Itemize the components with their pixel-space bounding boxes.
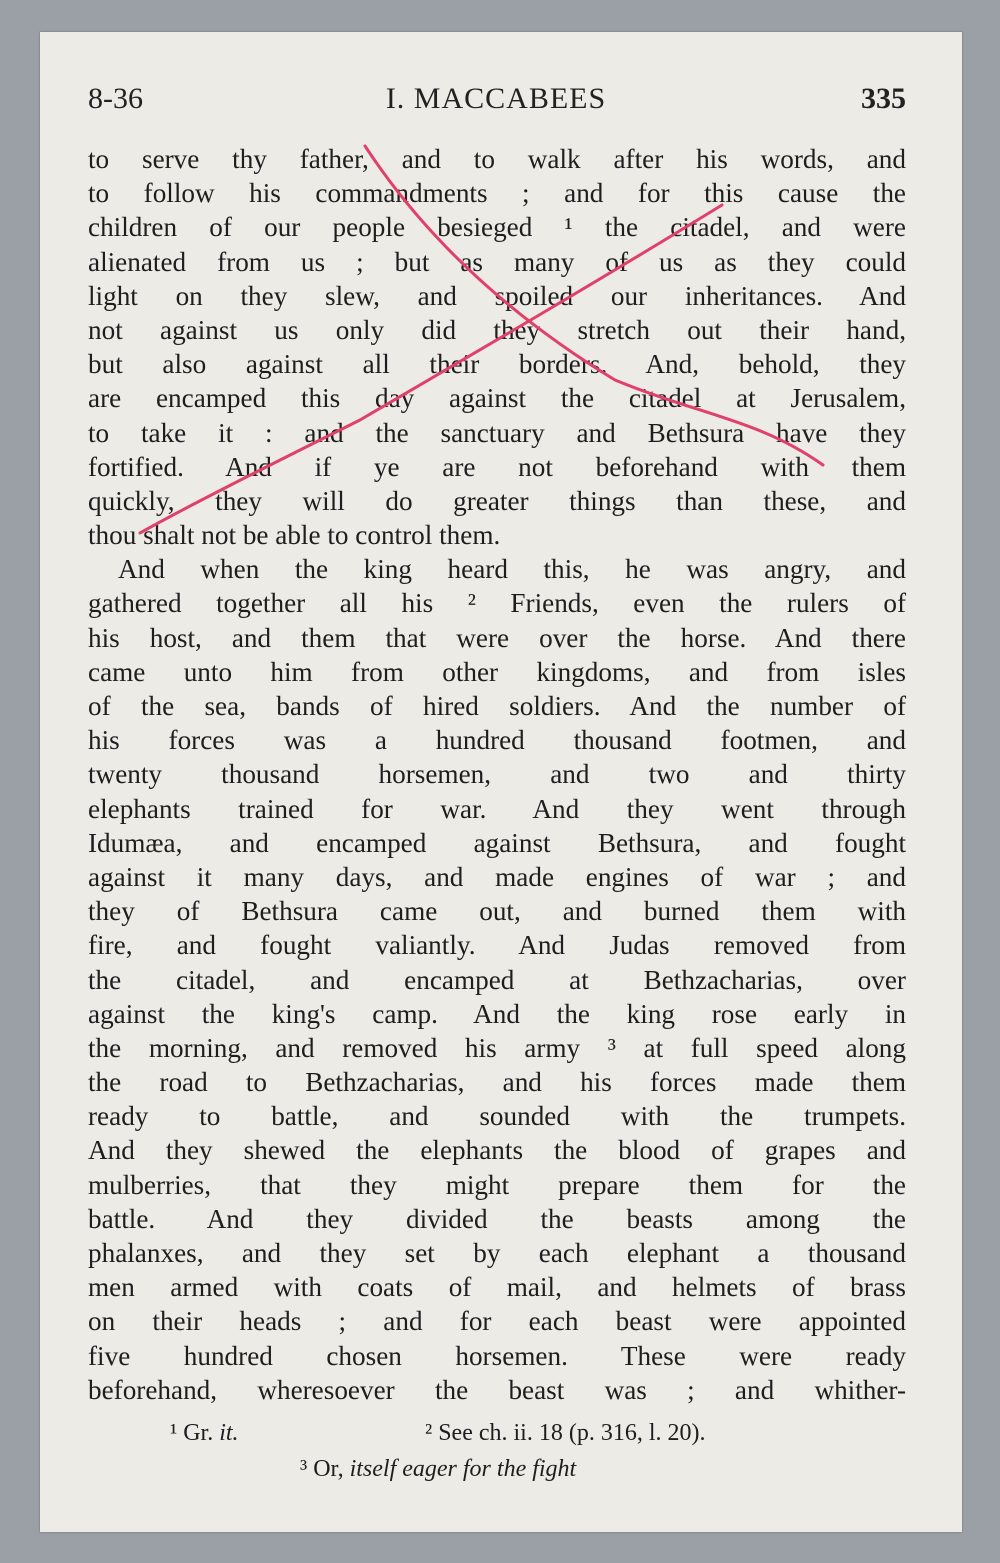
verse-range: 8-36 — [88, 82, 143, 115]
text-line: gathered together all his ² Friends, even the rulers of — [88, 588, 906, 619]
text-line: children of our people besieged ¹ the citadel, and were — [88, 212, 906, 243]
text-line: phalanxes, and they set by each elephant a thousand — [88, 1238, 906, 1268]
footnote-marker: ¹ — [170, 1420, 178, 1446]
text-line: of the sea, bands of hired soldiers. And the number of — [88, 691, 906, 721]
footnote-text: Or, — [313, 1456, 344, 1482]
text-line: thou shalt not be able to control them. — [88, 520, 501, 551]
text-line: his forces was a hundred thousand footmen, and — [88, 725, 906, 756]
footnote-text: Gr. — [183, 1420, 214, 1446]
footnote-marker: ² — [425, 1420, 433, 1446]
text-line: ready to battle, and sounded with the trumpets. — [88, 1101, 906, 1132]
text-line: not against us only did they stretch out their hand, — [88, 314, 906, 345]
book-title: I. MACCABEES — [385, 82, 607, 115]
text-line: Idumæa, and encamped against Bethsura, and fought — [88, 827, 906, 858]
text-line: men armed with coats of mail, and helmets of brass — [88, 1272, 906, 1303]
text-line: fire, and fought valiantly. And Judas removed from — [88, 930, 906, 961]
footnote-1 — [170, 1420, 239, 1447]
page-header — [86, 82, 906, 122]
text-line: but also against all their borders. And, behold, they — [88, 349, 906, 380]
text-line: on their heads ; and for each beast were appointed — [88, 1306, 906, 1337]
text-line: to serve thy father, and to walk after his words, and — [88, 144, 906, 174]
text-line: the morning, and removed his army ³ at full speed along — [88, 1032, 906, 1063]
text-line: battle. And they divided the beasts among the — [88, 1203, 906, 1234]
footnote-italic: itself eager for the fight — [349, 1456, 577, 1482]
text-line: five hundred chosen horsemen. These were ready — [88, 1340, 906, 1371]
text-line: twenty thousand horsemen, and two and thirty — [88, 759, 906, 790]
text-line: they of Bethsura came out, and burned them with — [88, 896, 906, 927]
text-line: to follow his commandments ; and for this cause the — [88, 178, 906, 209]
text-line: And they shewed the elephants the blood of grapes and — [88, 1135, 906, 1166]
text-line: came unto him from other kingdoms, and from isles — [88, 656, 906, 687]
text-line: the road to Bethzacharias, and his forces made them — [88, 1067, 906, 1098]
text-line: against it many days, and made engines of war ; and — [88, 861, 906, 892]
body-text — [88, 142, 906, 1407]
text-line: to take it : and the sanctuary and Bethsura have they — [88, 417, 906, 448]
footnote-italic: it. — [219, 1420, 239, 1446]
text-line: mulberries, that they might prepare them for the — [88, 1169, 906, 1200]
text-line: are encamped this day against the citadel at Jerusalem, — [88, 383, 906, 414]
page-number: 335 — [861, 82, 906, 115]
text-line: light on they slew, and spoiled our inheritances. And — [88, 280, 906, 311]
text-line: quickly, they will do greater things than these, and — [88, 485, 906, 516]
footnote-marker: ³ — [300, 1456, 308, 1482]
footnote-text: See ch. ii. 18 (p. 316, l. 20). — [438, 1420, 706, 1446]
text-line: And when the king heard this, he was angry, and — [118, 554, 906, 585]
footnote-3 — [300, 1456, 576, 1483]
text-line: his host, and them that were over the horse. And there — [88, 622, 906, 653]
text-line: the citadel, and encamped at Bethzacharias, over — [88, 964, 906, 995]
footnote-2 — [425, 1420, 706, 1447]
text-line: beforehand, wheresoever the beast was ; and whither- — [88, 1374, 906, 1405]
footnotes — [170, 1420, 870, 1490]
text-line: elephants trained for war. And they went through — [88, 793, 906, 824]
text-line: alienated from us ; but as many of us as they could — [88, 246, 906, 277]
text-line: fortified. And if ye are not beforehand with them — [88, 451, 906, 482]
text-line: against the king's camp. And the king rose early in — [88, 998, 906, 1029]
